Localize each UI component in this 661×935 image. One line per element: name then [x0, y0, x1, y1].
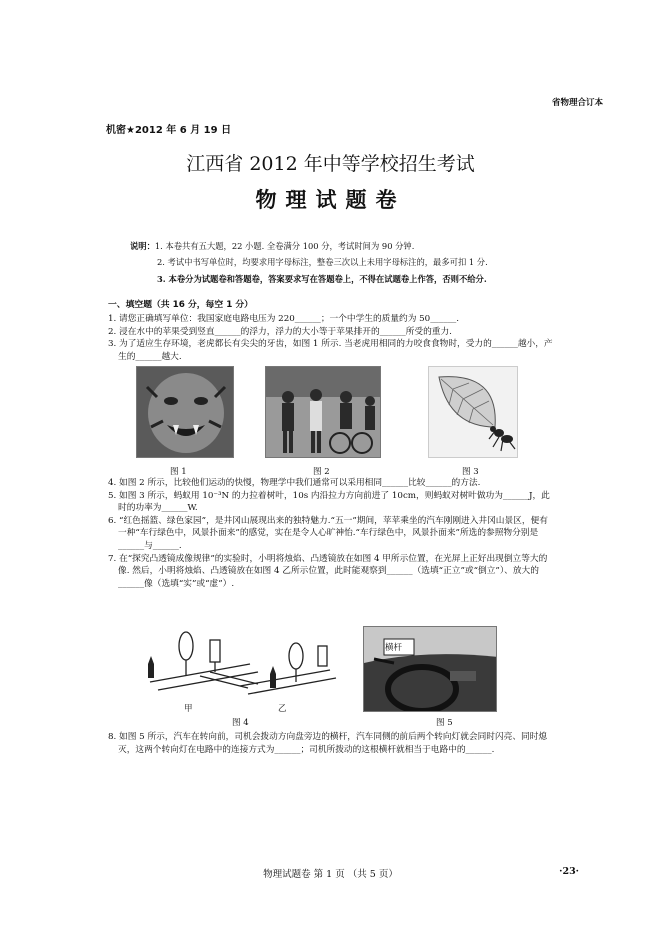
copy-label: 省物理合订本: [551, 98, 603, 108]
exam-title: 江西省 2012 年中等学校招生考试: [186, 153, 475, 175]
question-4: 4. 如图 2 所示，比较他们运动的快慢，物理学中我们通常可以采用相同______比较______的方法.: [108, 478, 481, 488]
question-block-3: [108, 731, 553, 756]
tiger-image: [137, 367, 234, 458]
question-5: 5. 如图 3 所示，蚂蚁用 10⁻³N 的力拉着树叶，10s 内沿拉力方向前进了 10cm，则蚂蚁对树叶做功为______J，此时的功率为______W.: [108, 490, 550, 514]
car-dashboard-image: [364, 627, 497, 712]
figure-5-caption: 图 5: [436, 718, 453, 728]
figure-3-caption: 图 3: [462, 467, 479, 477]
instruction-3: 3. 本卷分为试题卷和答题卷，答案要求写在答题卷上，不得在试题卷上作答，否则不给分.: [157, 273, 487, 284]
ant-leaf-image: [429, 367, 518, 458]
car-dashboard-photo: [363, 626, 497, 712]
question-1: 1. 请您正确填写单位：我国家庭电路电压为 220______；一个中学生的质量约为 50______.: [108, 314, 460, 324]
question-8: 8. 如图 5 所示，汽车在转向前，司机会拨动方向盘旁边的横杆，汽车同侧的前后两个转向灯就会同时闪亮、同时熄灭，这两个转向灯在电路中的连接方式为______；司机所拨动的这根横杆就相当于电路中的______.: [108, 732, 548, 755]
question-3: 3. 为了适应生存环境，老虎都长有尖尖的牙齿，如图 1 所示. 当老虎用相同的力咬食食物时，受力的______越小，产生的______越大.: [108, 339, 553, 362]
figure-1-caption: 图 1: [170, 467, 187, 477]
ant-leaf-photo: [428, 366, 518, 458]
question-7: 7. 在“探究凸透镜成像规律”的实验时，小明将烛焰、凸透镜放在如图 4 甲所示位置，在光屏上正好出现倒立等大的像. 然后，小明将烛焰、凸透镜放在如图 4 乙所示位置，此时能观察到______（选填“正立”或“倒立”）、放大的______像（选填“实”或“虚”）.: [108, 553, 548, 589]
instructions: [130, 238, 488, 287]
runners-photo: [265, 366, 381, 458]
confidential-date: 机密★2012 年 6 月 19 日: [106, 125, 232, 136]
figure-4-caption: 图 4: [232, 718, 249, 728]
page-footer: 物理试题卷 第 1 页 （共 5 页）: [263, 869, 398, 880]
tiger-photo: [136, 366, 234, 458]
question-2: 2. 浸在水中的苹果受到竖直______的浮力，浮力的大小等于苹果排开的______所受的重力.: [108, 326, 452, 337]
runners-image: [266, 367, 381, 458]
instructions-label: 说明：: [130, 241, 155, 251]
exam-subtitle: 物理试题卷: [255, 188, 406, 212]
section-heading: 一、填空题（共 16 分，每空 1 分）: [108, 300, 253, 310]
question-block-1: [108, 313, 553, 363]
lens-apparatus-image: [140, 624, 340, 706]
page-number: ·23·: [559, 866, 579, 877]
lens-apparatus-diagram: [140, 624, 340, 706]
instruction-1: 1. 本卷共有五大题，22 小题. 全卷满分 100 分，考试时间为 90 分钟.: [154, 241, 415, 251]
figure-2-caption: 图 2: [313, 467, 330, 477]
figure-4-yi-label: 乙: [278, 704, 287, 714]
question-block-2: [108, 477, 553, 590]
figure-4-jia-label: 甲: [184, 704, 193, 714]
question-6: 6. “红色摇篮、绿色家园”，是井冈山展现出来的独特魅力.“五一”期间，苹苹乘坐的汽车刚刚进入井冈山景区，便有一种“车行绿色中，风景扑面来”的感觉，实在是令人心旷神怡.“车行绿色中，风景扑面来”所选的参照物分别是______与______.: [108, 515, 548, 551]
instruction-2: 2. 考试中书写单位时，均要求用字母标注，整卷三次以上未用字母标注的，最多可扣 1 分.: [157, 257, 488, 268]
lever-label: 横杆: [385, 643, 403, 653]
